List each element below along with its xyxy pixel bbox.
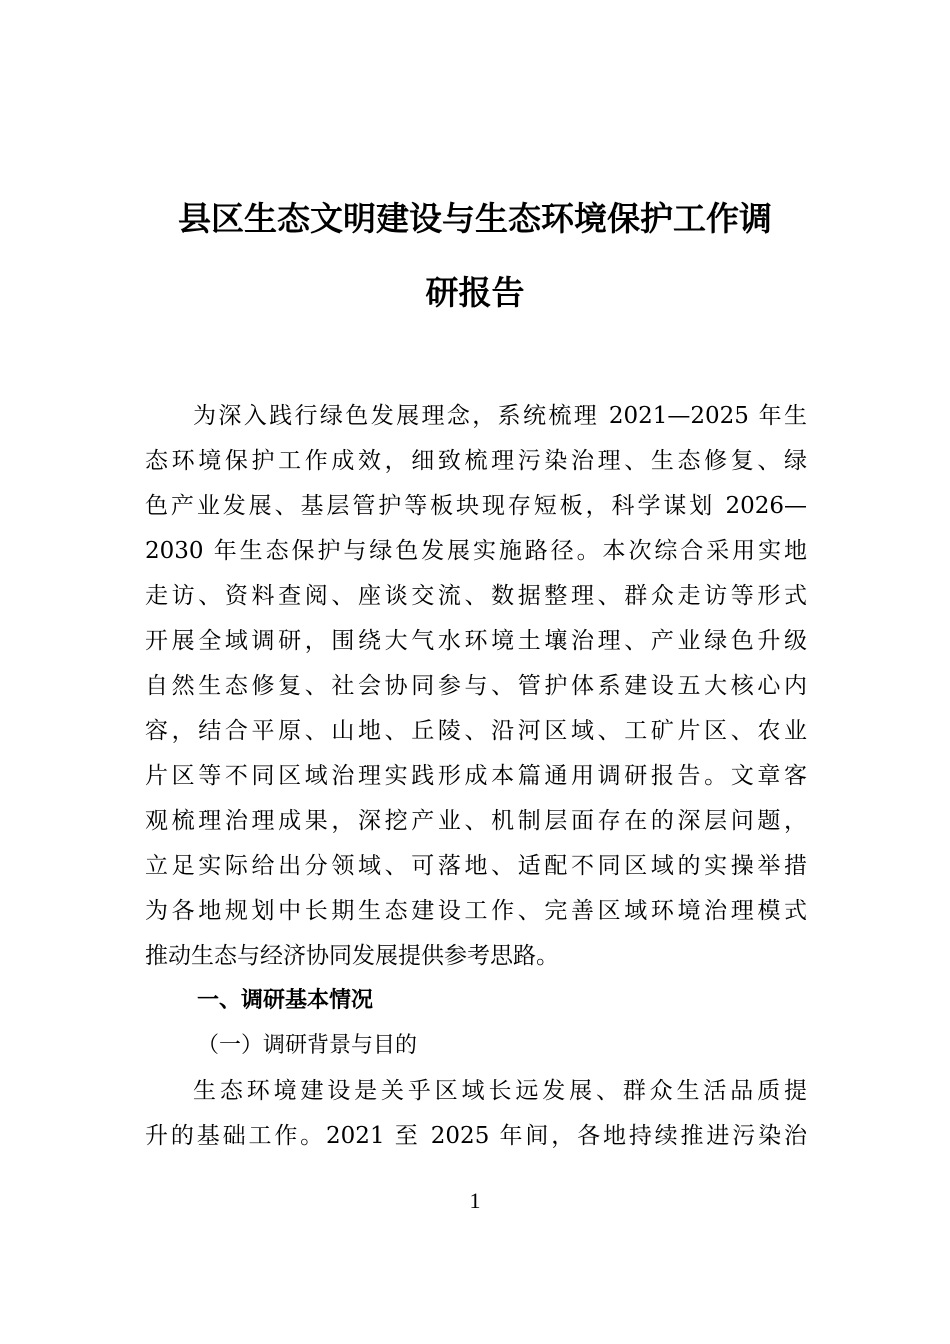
- title-line-2: 研报告: [425, 273, 525, 312]
- intro-line: 色产业发展、基层管护等板块现存短板，科学谋划 2026—: [145, 493, 807, 519]
- page-number: 1: [469, 1188, 481, 1213]
- subsection-heading: （一）调研背景与目的: [197, 1033, 418, 1058]
- intro-line: 自然生态修复、社会协同参与、管护体系建设五大核心内: [145, 673, 807, 699]
- intro-line: 容，结合平原、山地、丘陵、沿河区域、工矿片区、农业: [145, 718, 807, 744]
- intro-line: 推动生态与经济协同发展提供参考思路。: [145, 943, 559, 969]
- intro-line: 2030 年生态保护与绿色发展实施路径。本次综合采用实地: [145, 538, 807, 564]
- paragraph-line: 生态环境建设是关乎区域长远发展、群众生活品质提: [193, 1078, 807, 1104]
- intro-line: 观梳理治理成果，深挖产业、机制层面存在的深层问题，: [145, 808, 807, 834]
- intro-line: 态环境保护工作成效，细致梳理污染治理、生态修复、绿: [145, 448, 807, 474]
- paragraph-line: 升的基础工作。2021 至 2025 年间，各地持续推进污染治: [145, 1123, 807, 1149]
- intro-line: 立足实际给出分领域、可落地、适配不同区域的实操举措: [145, 853, 807, 879]
- intro-line: 片区等不同区域治理实践形成本篇通用调研报告。文章客: [145, 763, 807, 789]
- document-body: [145, 396, 807, 1161]
- intro-line: 为各地规划中长期生态建设工作、完善区域环境治理模式: [145, 898, 807, 924]
- document-title: [140, 182, 810, 330]
- intro-line: 走访、资料查阅、座谈交流、数据整理、群众走访等形式: [145, 583, 807, 609]
- intro-line: 开展全域调研，围绕大气水环境土壤治理、产业绿色升级: [145, 628, 807, 654]
- section-heading: 一、调研基本情况: [197, 988, 374, 1013]
- title-line-1: 县区生态文明建设与生态环境保护工作调: [178, 199, 772, 238]
- intro-line: 为深入践行绿色发展理念，系统梳理 2021—2025 年生: [193, 403, 807, 429]
